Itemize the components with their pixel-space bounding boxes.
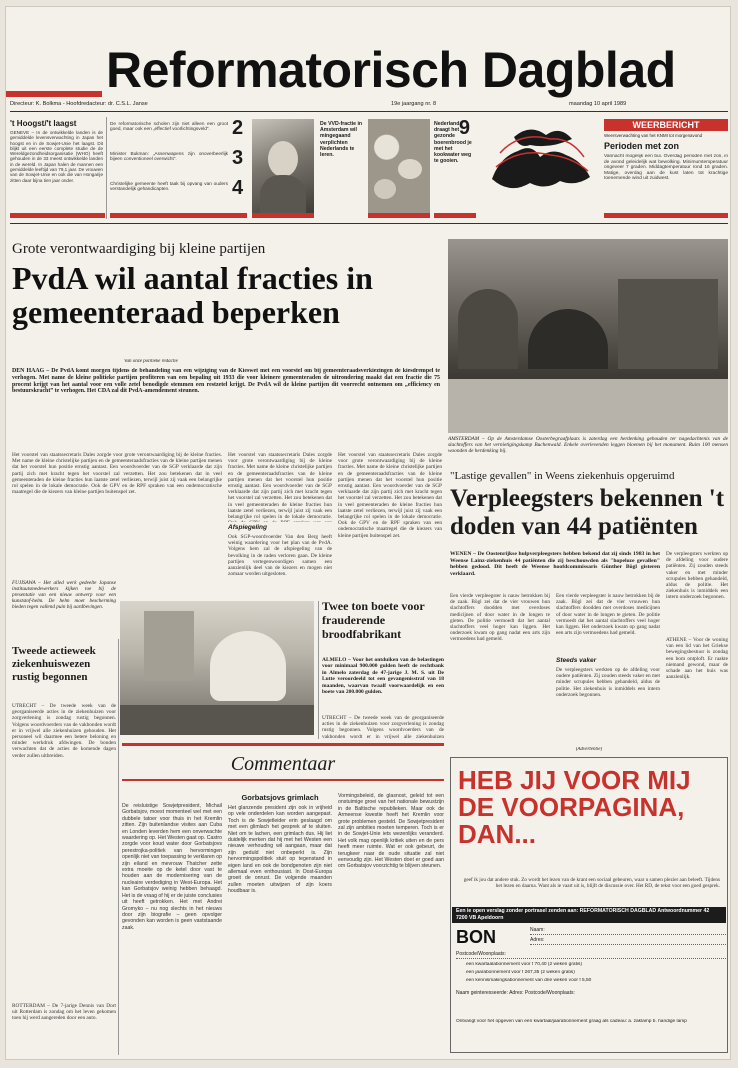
ad-footer: Ontvangt voor het opgeven van een kwartaal/jaarabonnement graag als cadeau: a. zaklamp b. handige lamp [456, 1019, 687, 1024]
commentaar-col3: Vormingsbeleid, de glasnost, geleid tot een onstuimige groei van het nationale bewustzijn in de Baltische republieken. Maar ook de Armeense kwestie heeft het Kremlin voor grote problemen gesteld. De Sowjetpresident zal zijn ambities moeten temperen. Toch is er in de Sowjet-Unie iets wezenlijks veranderd. Het volk mag openlijk kritiek uiten en de pers heeft meer ruimte. Wat er ook gebeurt, de terugkeer naar de oude situatie zal niet eenvoudig zijn. Het Westen doet er goed aan om Gorbatsjov voorzichtig te blijven steunen. [338, 793, 444, 870]
ad-bon: BON [456, 927, 496, 947]
ad-label: (Advertentie) [575, 747, 603, 752]
teaser-number-4: 4 [232, 177, 244, 199]
commentaar-col1: De reisluistige Sowjetpresident, Michail Gorbatsjov, moest momenteel wel met een dubbele tatoer voor thuis in het Kremlin zitten. Zijn buitenlandse visites aan Cuba en Londen leverden hem een onverwachte waardering op. Het Westen gaat op. Castro zorgde voor koud water door Gorbatsjovs perestrojka-politiek van hervormingen openlijk niet van toepassing te verklaren op zijn eiland en mevrouw Thatcher zette extra moeite op de ketel door vast te houden aan de modernisering van de nucleaire verdediging in West-Europa. Het kan Gorbatsjov weinig hebben behaagd. Het is de vraag of hij er de juiste conclusies uit heeft getrokken. Het met Andrei Gromyko – nu nog slechts in het nieuws door zijn biografie – geen opvolger gevonden kan worden is geen vaststaande zaak. [122, 803, 222, 931]
athene-body: ATHENE – Voor de woning van een lid van het Griekse bewegingsbestuur is zondag een bom ontploft. Er raakte niemand gewond, maar de schade aan het huis was aanzienlijk. [666, 637, 728, 681]
teaser-number-2: 2 [232, 117, 244, 139]
toon-headline[interactable]: Twee ton boete voor frauderende broodfabrikant [322, 599, 425, 641]
lead-intro: DEN HAAG – De PvdA komt morgen tijdens de behandeling van een wijziging van de Kieswet met een voorstel om bij gemeenteraadsverkiezingen de kiesdrempel te verhogen. Met name de kleine politieke partijen profiteren van een bepaling uit 1933 die voor kleinere gemeenteraden de uitrondering maakt dat een fractie die 75 procent krijgt van het aantal voor een volle zetel benodigde stemmen een restzetel krijgt. De PvdA wil de kleine partijen dit voorrecht ontnemen om „efficiency en bestuurskracht” te verhogen. Het CDA zal dit PvdA-amendement steunen. [12, 368, 440, 395]
teaser-number-3: 3 [232, 147, 244, 169]
nurses-body-col2: Een vierde verpleegster is nauw betrokken bij de zaak. Bögl zei dat de vier vrouwen hun slachtoffers doodden met overdoses medicijnen of door water in de longen te gieten. De politie vermoedt dat het aantal slachtoffers veel hoger kan liggen. Het onderzoek kwam op gang nadat een arts zijn vermoedens had gemeld. [556, 593, 660, 637]
nurses-kicker: "Lastige gevallen" in Weens ziekenhuis opgeruimd [450, 470, 675, 482]
lead-body-col2: Het voorstel van staatssecretaris Dales zorgde voor grote verontwaardiging bij de kleine fracties. Met name de kleine christelijke partijen en de gemeenteraadsfracties van de kleine partijen menen dat het voorstel hun positie ernstig aantast. Een woordvoerder van de SGP verklaarde dat zijn partij zich met kracht tegen het voorstel zal verzetten. Het zou betekenen dat in veel gemeenteraden de kleine fracties hun laatste zetel verliezen, terwijl juist zij vaak een belangrijke rol spelen in de lokale democratie. [228, 452, 332, 521]
ad-field-postcode[interactable]: Postcode/Woonplaats: [456, 951, 726, 959]
child-photo [252, 119, 314, 213]
ad-option-2[interactable]: een jaarabonnement voor f 267,35 (2 weken gratis) [466, 970, 575, 975]
lead-photo-caption: FUJISAWA – Het alled werk gedeelte Japanse instituutsmedewerkers kijken toe bij de presentatie van een nieuw ontwerp voor een kunststof-helm. De helm moet bescherming bieden tegen vallend puin bij aardbevingen. [12, 580, 116, 610]
ad-field-naam[interactable]: Naam: [530, 927, 726, 935]
toon-body: ALMELO – Voor het ontduiken van de belastingen voor minimaal 900.000 gulden heeft de rechtbank in Almelo zaterdag de 47-jarige J. M. S. uit De Lutte veroordeeld tot een gevangenisstraf van 18 maanden, waarvan twaalf voorwaardelijk en een boete van 200.000 gulden. [322, 657, 444, 696]
teaser-boerenbrood[interactable]: Nederland draagt het gezonde boerenbrood je met het kookwater weg te gooien. [434, 121, 472, 165]
teaser-hoogst-title[interactable]: 't Hoogst/'t laagst [10, 119, 77, 128]
weather-title: Perioden met zon [604, 141, 680, 151]
ad-option-1[interactable]: een kwartaalabonnement voor f 70,40 (2 weken gratis) [466, 962, 582, 967]
date: maandag 10 april 1989 [569, 101, 627, 107]
nurses-intro: WENEN – De Oostenrijkse hulpverpleegsters hebben bekend dat zij sinds 1983 in het Weense Lainz-ziekenhuis 44 patiënten die zij beschouwden als "hopeloze gevallen" hebben gedood. Dit heeft de Weense hoofdcommissaris Günther Bögl gisteren verklaard. [450, 551, 660, 577]
amsterdam-photo [448, 239, 728, 433]
ad-gift-fields[interactable]: Naam geinteresseerde: Adres: Postcode/Woonplaats: [456, 990, 575, 996]
masthead-red-bar [6, 91, 102, 97]
nurses-col3: De verpleegsters werkten op de afdeling voor oudere patiënten. Zij zouden steeds vaker en met minder scrupules hebben gehandeld, aldus de politie. Het ziekenhuis is inmiddels een intern onderzoek begonnen. [666, 551, 728, 601]
teaser-bukman[interactable]: Minister Bukman: „Assenwapens zijn onoverbeerlijk bijeen conventioneel overwicht”. [110, 151, 228, 162]
ad-tagline: geef ik jou dat andere stuk. Zo wordt het lezen van de krant een sociaal gebeuren, waar u samen plezier aan beleeft. Tijdens het lezen en daarna. Want als ie vaart uit is, blijft de discussie over. Het RD, de tekst voor een goed gesprek. [463, 877, 720, 890]
lead-kicker: Grote verontwaardiging bij kleine partijen [12, 241, 266, 257]
lead-subhead: Afspiegeling [228, 524, 268, 531]
nurses-body: Een vierde verpleegster is nauw betrokken bij de zaak. Bögl zei dat de vier vrouwen hun slachtoffers doodden met overdoses medicijnen of door water in de longen te gieten. De politie vermoedt dat het aantal slachtoffers veel hoger kan liggen. Het onderzoek kwam op gang nadat een arts zijn vermoedens had gemeld. [450, 593, 550, 643]
edition: 19e jaargang nr. 8 [391, 101, 437, 107]
ad-banner: Een ie open verslag zonder portrasel zenden aan: REFORMATORISCH DAGBLAD Antwoordnummer 42 7200 VB Apeldoorn [452, 907, 726, 923]
toon-body-extra: UTRECHT – De tweede week van de georganiseerde acties in de ziekenhuizen voor zorgverlening is zondag rustig begonnen. Volgens woordvoerders van de vakbonden wordt er in vrijwel alle ziekenhuizen [322, 715, 444, 739]
weather-heading: WEERBERICHT [604, 119, 728, 131]
ad-headline[interactable]: HEB JIJ VOOR MIJ DE VOORPAGINA, DAN... [458, 767, 691, 849]
bread-photo [368, 119, 430, 213]
ad-field-adres[interactable]: Adres: [530, 937, 726, 945]
lead-byline: Van onze politieke redactie [124, 359, 178, 364]
nurses-body2: De verpleegsters werkten op de afdeling voor oudere patiënten. Zij zouden steeds vaker en met minder scrupules hebben gehandeld, aldus de politie. Het ziekenhuis is inmiddels een intern onderzoek begonnen. [556, 667, 660, 698]
fujisawa-photo [120, 601, 314, 735]
teaser-hoogst-body: GENEVE – In de ontwikkelde landen is de gemiddelde levensverwachting in Japan het hoogst en in de Sowjet-Unie het laagst. Dit blijkt uit een eerste complete studie de de Wereldgezondheidsorganisatie (WHO) heeft gehouden in de 33 meest ontwikkelde landen in de wereld. In Japan halen de mannen een gemiddelde leeftijd van 79,1 jaar. De vrouwen van de Sowjet-Unie en ook die van Hongarije zitten daar bijna tien jaar onder. [10, 130, 103, 183]
ad-option-3[interactable]: een kennismakingsabonnement van drie weken voor f 5,50 [466, 978, 592, 983]
teaser-gemeente[interactable]: Christelijke gemeente heeft taak bij opvang van ouders verstandelijk gehandicapten. [110, 181, 228, 192]
lead-body: Het voorstel van staatssecretaris Dales zorgde voor grote verontwaardiging bij de kleine fracties. Met name de kleine christelijke partijen en de gemeenteraadsfracties van de kleine partijen menen dat het voorstel hun positie ernstig aantast. Een woordvoerder van de SGP verklaarde dat zijn partij zich met kracht tegen het voorstel zal verzetten. Het zou betekenen dat in veel gemeenteraden de kleine fracties hun laatste zetel verliezen, terwijl juist zij vaak een belangrijke rol spelen in de lokale democratie. Ook de GPV en de RPF spraken van een ondemocratische maatregel die de kiezers van kleine partijen buitenspel zet. [12, 452, 222, 496]
masthead-title: Reformatorisch Dagblad [106, 42, 676, 98]
weather-body: Vannacht mogelijk een bui. Overdag perioden met zon, in de avond geleidelijk wat bewolking. Minimumtemperatuur ongeveer 7 graden. Middagtemperatuur rond 16 graden. Matige, overdag aan de kust laten tot krachtige toenemende wind uit zuidwest. [604, 154, 728, 182]
weather-map [480, 117, 600, 217]
teaser-vvd[interactable]: De VVD-fractie in Amsterdam wil mingegaand verplichten Nederlands te leren. [320, 121, 363, 159]
nurses-subhead: Steeds vaker [556, 657, 597, 664]
teaser-number-9: 9 [458, 117, 470, 137]
commentaar-col2: Het glanzende president zijn ook in vrijheid op vele onderdelen kan worden aangepast. Toch is de Sowjetleider erin geslaagd om met een glimlach het gesprek af te sluiten. Niet om te lachen, een grimlach dus. Hij liet duidelijk merken dat hij met het Westen een nieuwe verhouding wil aangaan, maar dat zijn geduld niet onbeperkt is. Zijn hervormingspolitiek stuit op tegenstand in eigen land en ook de bondgenoten zijn niet allemaal even enthousiast. In Oost-Europa groeit de onrust. De volgende maanden zullen moeten uitwijzen of zijn koers houdbaar is. [228, 805, 332, 895]
lead-headline[interactable]: PvdA wil aantal fracties in gemeenteraad beperken [12, 261, 373, 330]
tweede-body: UTRECHT – De tweede week van de georganiseerde acties in de ziekenhuizen voor zorgverlening is zondag rustig begonnen. Volgens woordvoerders van de vakbonden wordt er in vrijwel alle ziekenhuizen gehouden. Het personeel wil daarmee een betere beloning en minder werkdruk afdwingen. De bonden verwachten dat de acties de komende dagen verder zullen uitbreiden. [12, 703, 116, 759]
rotterdam-body: ROTTERDAM – De 7-jarige Dennis van Dort uit Rotterdam is zondag om het leven gekomen toen hij werd aangereden door een auto. [12, 1003, 116, 1022]
lead-body-col3: Het voorstel van staatssecretaris Dales zorgde voor grote verontwaardiging bij de kleine fracties. Met name de kleine christelijke partijen en de gemeenteraadsfracties van de kleine partijen menen dat het voorstel hun positie ernstig aantast. Een woordvoerder van de SGP verklaarde dat zijn partij zich met kracht tegen het voorstel zal verzetten. Het zou betekenen dat in veel gemeenteraden de kleine fracties hun laatste zetel verliezen, terwijl juist zij vaak een belangrijke rol spelen in de lokale democratie. Ook de GPV en de RPF spraken van een ondemocratische maatregel die de kiezers van kleine partijen buitenspel zet. [338, 452, 442, 539]
amsterdam-caption: AMSTERDAM – Op de Amsterdamse Oosterbegraafplaats is zaterdag een herdenking gehouden ter nagedachtenis van de slachtoffers van het vernietigingskamp Buchenwald. Enkele overlevenden leggen bloemen bij het monument. Ruim 100 mensen woonden de herdenking bij. [448, 436, 728, 455]
weather-subtitle: Weersverwachting van het KNMI tot morgenavond [604, 133, 703, 138]
nurses-headline[interactable]: Verpleegsters bekennen 't doden van 44 patiënten [450, 485, 725, 540]
lead-body2: Ook SGP-woordvoerder Van den Berg heeft weinig waardering voor het plan van de PvdA. Volgens hem zal de afspiegeling van de bevolking in de raden verloren gaan. De kleine partijen vertegenwoordigen samen een aanzienlijk deel van de kiezers en mogen niet zomaar worden uitgesloten. [228, 534, 332, 578]
commentaar-header: Commentaar [230, 753, 336, 775]
commentaar-col2-title: Gorbatsjovs grimlach [241, 793, 319, 802]
masthead-credits: Directeur: K. Bolkma - Hoofdredacteur: dr. C.S.L. Janse [10, 101, 148, 107]
newspaper-page [5, 6, 731, 1060]
tweede-headline[interactable]: Tweede actieweek ziekenhuiswezen rustig begonnen [12, 645, 96, 683]
teaser-scholen[interactable]: De reformatorische scholen zijn niet alleen een groot goed, maar ook een „effectief voorlichtingsveld”. [110, 121, 228, 132]
